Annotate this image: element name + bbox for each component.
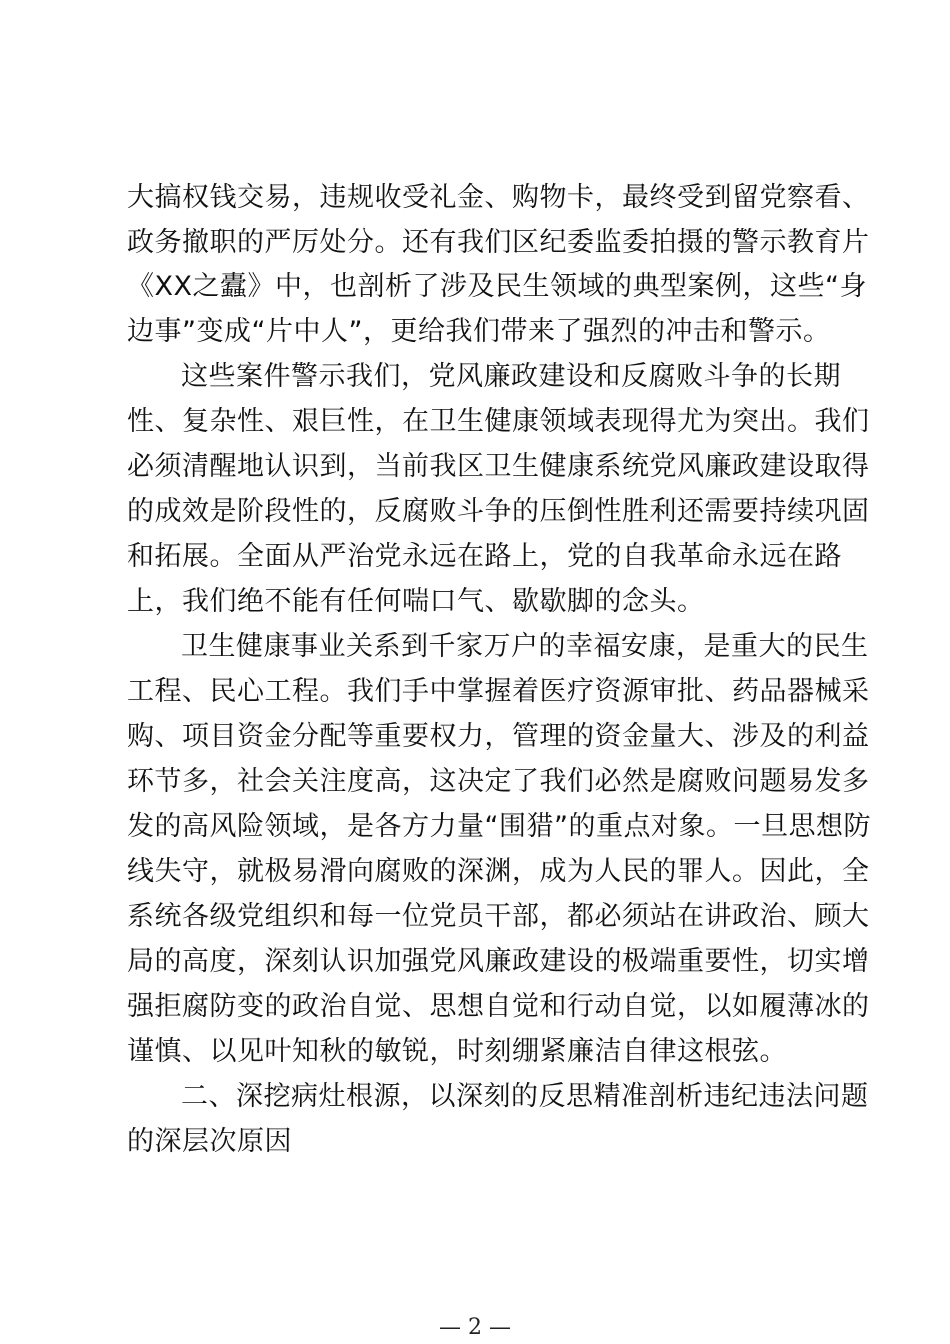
text-line-18: 局的高度，深刻认识加强党风廉政建设的极端重要性，切实增: [127, 946, 870, 977]
text-line-7: 必须清醒地认识到，当前我区卫生健康系统党风廉政建设取得: [127, 451, 870, 482]
text-line-12: 工程、民心工程。我们手中掌握着医疗资源审批、药品器械采: [127, 676, 870, 707]
text-line-13: 购、项目资金分配等重要权力，管理的资金量大、涉及的利益: [127, 721, 870, 752]
text-line-19: 强拒腐防变的政治自觉、思想自觉和行动自觉，以如履薄冰的: [127, 991, 870, 1022]
text-line-2: 政务撤职的严厉处分。还有我们区纪委监委拍摄的警示教育片: [127, 227, 870, 258]
text-line-10: 上，我们绝不能有任何喘口气、歇歇脚的念头。: [127, 586, 705, 617]
text-line-6: 性、复杂性、艰巨性，在卫生健康领域表现得尤为突出。我们: [127, 406, 870, 437]
text-line-5: 这些案件警示我们，党风廉政建设和反腐败斗争的长期: [181, 361, 841, 392]
text-line-3: 《XX之蠹》中，也剖析了涉及民生领域的典型案例，这些“身: [127, 271, 867, 302]
text-line-1: 大搞权钱交易，违规收受礼金、购物卡，最终受到留党察看、: [127, 182, 870, 213]
text-line-11: 卫生健康事业关系到千家万户的幸福安康，是重大的民生: [181, 631, 869, 662]
text-line-8: 的成效是阶段性的，反腐败斗争的压倒性胜利还需要持续巩固: [127, 496, 870, 527]
text-line-4: 边事”变成“片中人”，更给我们带来了强烈的冲击和警示。: [127, 316, 831, 347]
text-line-20: 谨慎、以见叶知秋的敏锐，时刻绷紧廉洁自律这根弦。: [127, 1036, 787, 1067]
text-line-15: 发的高风险领域，是各方力量“围猎”的重点对象。一旦思想防: [127, 811, 871, 842]
text-line-17: 系统各级党组织和每一位党员干部，都必须站在讲政治、顾大: [127, 901, 870, 932]
section-heading-line-1: 二、深挖病灶根源，以深刻的反思精准剖析违纪违法问题: [181, 1081, 869, 1112]
section-heading-line-2: 的深层次原因: [127, 1126, 292, 1157]
text-line-14: 环节多，社会关注度高，这决定了我们必然是腐败问题易发多: [127, 766, 870, 797]
text-line-9: 和拓展。全面从严治党永远在路上，党的自我革命永远在路: [127, 541, 842, 572]
text-line-16: 线失守，就极易滑向腐败的深渊，成为人民的罪人。因此，全: [127, 856, 870, 887]
page-number: — 2 —: [439, 1315, 511, 1340]
